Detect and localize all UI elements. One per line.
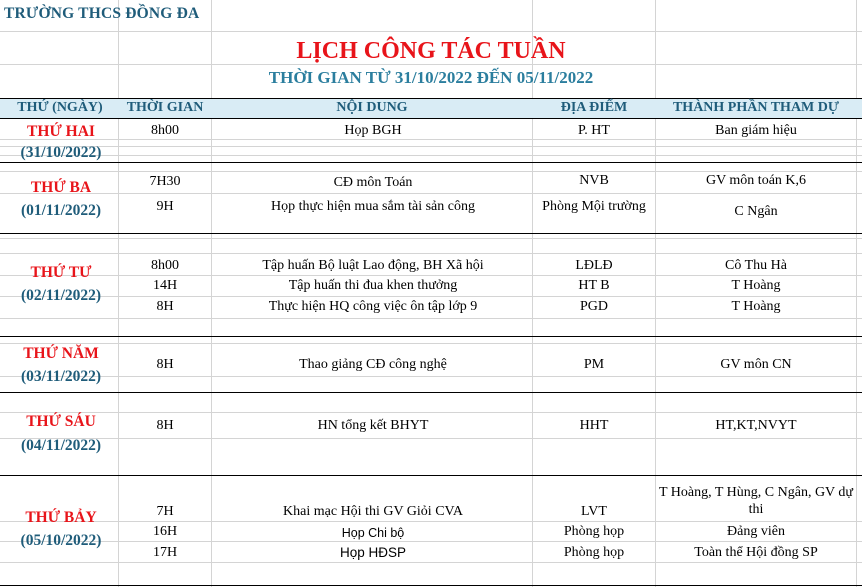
day-date: (05/10/2022) bbox=[20, 532, 102, 549]
header-place: ĐỊA ĐIỂM bbox=[560, 100, 628, 115]
gridline bbox=[0, 146, 862, 147]
header-content: NỘI DUNG bbox=[336, 100, 408, 115]
gridline bbox=[0, 376, 862, 377]
gridline bbox=[0, 412, 862, 413]
place-cell: HHT bbox=[579, 418, 609, 433]
place-cell: PM bbox=[583, 357, 605, 372]
time-cell: 8H bbox=[156, 357, 174, 372]
content-cell: HN tổng kết BHYT bbox=[317, 418, 429, 433]
content-cell: Họp BGH bbox=[344, 123, 402, 138]
time-cell: 8H bbox=[156, 299, 174, 314]
gridline bbox=[211, 0, 212, 587]
gridline bbox=[0, 155, 862, 156]
border-line bbox=[0, 585, 862, 586]
place-cell: Phòng họp bbox=[563, 545, 625, 560]
time-cell: 9H bbox=[156, 199, 174, 214]
gridline bbox=[0, 171, 862, 172]
content-cell: Khai mạc Hội thi GV Giỏi CVA bbox=[283, 504, 463, 519]
content-cell: Thao giảng CĐ công nghệ bbox=[299, 357, 447, 372]
border-line bbox=[0, 98, 862, 99]
participants-cell: Ban giám hiệu bbox=[715, 123, 797, 138]
day-date: (01/11/2022) bbox=[20, 202, 102, 219]
participants-cell: Cô Thu Hà bbox=[725, 258, 787, 273]
time-cell: 7H bbox=[156, 504, 174, 519]
place-cell: P. HT bbox=[578, 123, 610, 138]
time-cell: 8h00 bbox=[151, 123, 179, 138]
place-cell: Phòng họp bbox=[563, 524, 625, 539]
participants-cell: Toàn thể Hội đồng SP bbox=[694, 545, 818, 560]
participants-cell: T Hoàng bbox=[731, 299, 781, 314]
day-name: THỨ BA bbox=[30, 179, 92, 196]
border-line bbox=[0, 392, 862, 393]
place-cell: PGD bbox=[579, 299, 608, 314]
gridline bbox=[856, 0, 857, 587]
gridline bbox=[0, 31, 862, 32]
gridline bbox=[0, 318, 862, 319]
place-cell: LVT bbox=[581, 504, 607, 519]
content-cell: Họp HĐSP bbox=[339, 545, 407, 560]
school-name: TRƯỜNG THCS ĐỒNG ĐA bbox=[4, 5, 200, 22]
border-line bbox=[0, 162, 862, 163]
header-day: THỨ (NGÀY) bbox=[17, 100, 103, 115]
place-cell: LĐLĐ bbox=[575, 258, 613, 273]
gridline bbox=[0, 343, 862, 344]
participants-cell: HT,KT,NVYT bbox=[715, 418, 797, 433]
content-cell: Thực hiện HQ công việc ôn tập lớp 9 bbox=[268, 299, 478, 314]
gridline bbox=[118, 0, 119, 587]
day-date: (04/11/2022) bbox=[20, 437, 102, 454]
gridline bbox=[0, 253, 862, 254]
content-cell: Họp Chi bộ bbox=[341, 526, 405, 540]
participants-cell: GV môn CN bbox=[720, 357, 792, 372]
time-cell: 8H bbox=[156, 418, 174, 433]
header-time: THỜI GIAN bbox=[126, 100, 204, 115]
day-name: THỨ BẢY bbox=[25, 509, 97, 526]
day-date: (03/11/2022) bbox=[20, 368, 102, 385]
time-cell: 7H30 bbox=[149, 174, 181, 189]
header-participants: THÀNH PHẦN THAM DỰ bbox=[672, 100, 840, 115]
border-line bbox=[0, 118, 862, 119]
day-date: (02/11/2022) bbox=[20, 287, 102, 304]
time-cell: 8h00 bbox=[151, 258, 179, 273]
day-name: THỨ TƯ bbox=[30, 264, 92, 281]
gridline bbox=[0, 296, 862, 297]
day-date: (31/10/2022) bbox=[20, 144, 102, 161]
border-line bbox=[0, 336, 862, 337]
place-cell: NVB bbox=[579, 173, 609, 188]
gridline bbox=[0, 438, 862, 439]
gridline bbox=[0, 562, 862, 563]
day-name: THỨ HAI bbox=[27, 123, 95, 140]
time-cell: 17H bbox=[152, 545, 178, 560]
gridline bbox=[0, 193, 862, 194]
time-cell: 14H bbox=[152, 278, 178, 293]
day-name: THỨ NĂM bbox=[23, 345, 99, 362]
participants-cell: Đảng viên bbox=[727, 524, 785, 539]
date-range: THỜI GIAN TỪ 31/10/2022 ĐẾN 05/11/2022 bbox=[268, 68, 594, 87]
participants-cell: C Ngân bbox=[734, 204, 778, 219]
content-cell: CĐ môn Toán bbox=[333, 175, 413, 190]
gridline bbox=[0, 521, 862, 522]
page-title: LỊCH CÔNG TÁC TUẦN bbox=[296, 38, 566, 64]
content-cell: Tập huấn Bộ luật Lao động, BH Xã hội bbox=[262, 258, 484, 273]
content-cell: Tập huấn thi đua khen thưởng bbox=[288, 278, 458, 293]
place-cell: Phòng Mội trường bbox=[542, 199, 646, 214]
participants-cell: T Hoàng, T Hùng, C Ngân, GV dự thi bbox=[659, 485, 853, 517]
place-cell: HT B bbox=[578, 278, 610, 293]
gridline bbox=[0, 139, 862, 140]
gridline bbox=[0, 238, 862, 239]
day-name: THỨ SÁU bbox=[26, 413, 96, 430]
time-cell: 16H bbox=[152, 524, 178, 539]
content-cell: Họp thực hiện mua sắm tài sản công bbox=[271, 199, 475, 214]
participants-cell: GV môn toán K,6 bbox=[705, 173, 807, 188]
border-line bbox=[0, 475, 862, 476]
gridline bbox=[0, 275, 862, 276]
border-line bbox=[0, 233, 862, 234]
gridline bbox=[0, 541, 862, 542]
participants-cell: T Hoàng bbox=[731, 278, 781, 293]
